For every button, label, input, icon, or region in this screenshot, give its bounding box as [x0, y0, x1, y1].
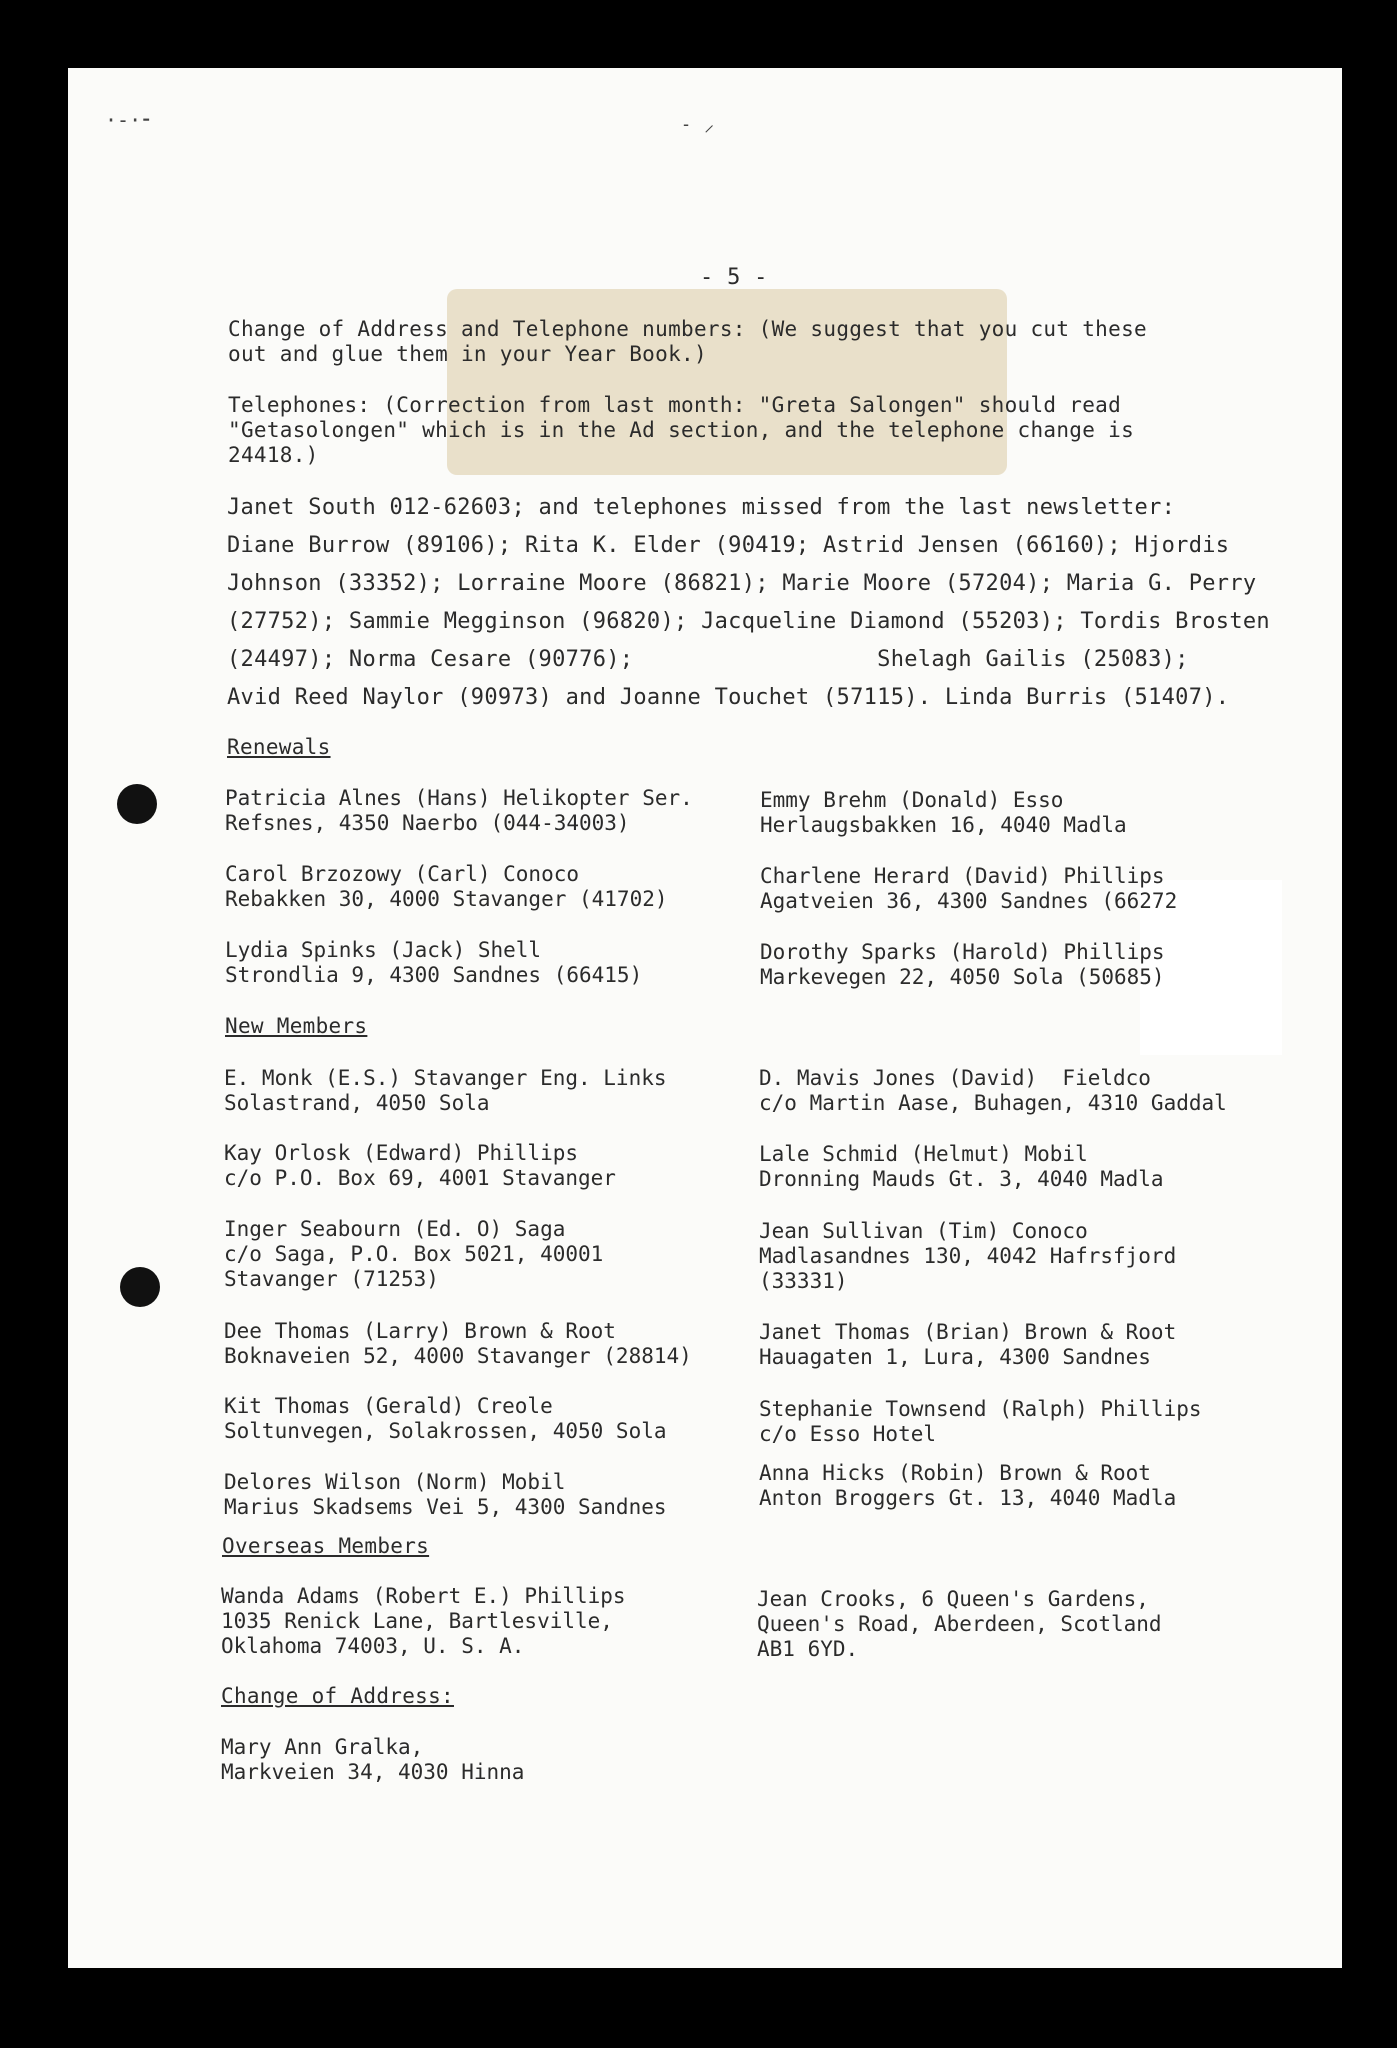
member-entry: Lale Schmid (Helmut) Mobil Dronning Mauds Gt. 3, 4040 Madla — [759, 1142, 1164, 1191]
phone-list-line: Avid Reed Naylor (90973) and Joanne Touchet (57115). Linda Burris (51407). — [227, 685, 1230, 710]
phone-list-line: Diane Burrow (89106); Rita K. Elder (90419; Astrid Jensen (66160); Hjordis — [227, 533, 1230, 558]
punch-hole-upper — [117, 784, 157, 824]
punch-hole-lower — [120, 1267, 160, 1307]
phone-list-line: (24497); Norma Cesare (90776); Shelagh Gailis (25083); — [227, 647, 1189, 672]
member-entry: Patricia Alnes (Hans) Helikopter Ser. Refsnes, 4350 Naerbo (044-34003) — [225, 786, 693, 835]
member-entry: Charlene Herard (David) Phillips Agatveien 36, 4300 Sandnes (66272 — [760, 864, 1178, 913]
member-entry: Jean Crooks, 6 Queen's Gardens, Queen's Road, Aberdeen, Scotland AB1 6YD. — [757, 1587, 1162, 1661]
telephones-line: "Getasolongen" which is in the Ad section, and the telephone change is — [228, 418, 1135, 442]
phone-list-line: Janet South 012-62603; and telephones missed from the last newsletter: — [227, 495, 1176, 520]
member-entry: Dorothy Sparks (Harold) Phillips Markevegen 22, 4050 Sola (50685) — [760, 940, 1165, 989]
telephones-line: 24418.) — [228, 443, 319, 467]
member-entry: Wanda Adams (Robert E.) Phillips 1035 Renick Lane, Bartlesville, Oklahoma 74003, U. S. A. — [221, 1584, 626, 1658]
member-entry: Inger Seabourn (Ed. O) Saga c/o Saga, P.O. Box 5021, 40001 Stavanger (71253) — [224, 1217, 604, 1291]
phone-list-line: (27752); Sammie Megginson (96820); Jacqueline Diamond (55203); Tordis Brosten — [227, 609, 1270, 634]
page-number: - 5 - — [700, 265, 768, 290]
member-entry: Kit Thomas (Gerald) Creole Soltunvegen, Solakrossen, 4050 Sola — [224, 1394, 667, 1443]
telephones-line: Telephones: (Correction from last month: "Greta Salongen" should read — [228, 393, 1122, 417]
member-entry: Lydia Spinks (Jack) Shell Strondlia 9, 4300 Sandnes (66415) — [225, 938, 643, 987]
member-entry: Janet Thomas (Brian) Brown & Root Hauagaten 1, Lura, 4300 Sandnes — [759, 1320, 1177, 1369]
member-entry: Kay Orlosk (Edward) Phillips c/o P.O. Box 69, 4001 Stavanger — [224, 1141, 616, 1190]
new-members-heading: New Members — [225, 1014, 368, 1038]
member-entry: Anna Hicks (Robin) Brown & Root Anton Broggers Gt. 13, 4040 Madla — [759, 1461, 1177, 1510]
member-entry: Emmy Brehm (Donald) Esso Herlaugsbakken 16, 4040 Madla — [760, 788, 1127, 837]
margin-mark: ·‐·⁃ — [105, 108, 152, 132]
member-entry: Stephanie Townsend (Ralph) Phillips c/o Esso Hotel — [759, 1397, 1202, 1446]
member-entry: Jean Sullivan (Tim) Conoco Madlasandnes 130, 4042 Hafrsfjord (33331) — [759, 1219, 1177, 1293]
overseas-heading: Overseas Members — [222, 1534, 430, 1558]
member-entry: Mary Ann Gralka, Markveien 34, 4030 Hinna — [221, 1735, 525, 1784]
phone-list-line: Johnson (33352); Lorraine Moore (86821); Marie Moore (57204); Maria G. Perry — [227, 571, 1257, 596]
member-entry: Dee Thomas (Larry) Brown & Root Boknaveien 52, 4000 Stavanger (28814) — [224, 1319, 692, 1368]
member-entry: Delores Wilson (Norm) Mobil Marius Skadsems Vei 5, 4300 Sandnes — [224, 1470, 667, 1519]
intro-line: out and glue them in your Year Book.) — [228, 342, 707, 366]
member-entry: Carol Brzozowy (Carl) Conoco Rebakken 30, 4000 Stavanger (41702) — [225, 862, 668, 911]
renewals-heading: Renewals — [227, 735, 331, 759]
member-entry: D. Mavis Jones (David) Fieldco c/o Martin Aase, Buhagen, 4310 Gaddal — [759, 1066, 1227, 1115]
change-of-address-heading: Change of Address: — [221, 1684, 454, 1708]
member-entry: E. Monk (E.S.) Stavanger Eng. Links Solastrand, 4050 Sola — [224, 1066, 667, 1115]
intro-line: Change of Address and Telephone numbers: (We suggest that you cut these — [228, 317, 1147, 341]
margin-mark: ˗ ⸝ — [680, 112, 715, 136]
